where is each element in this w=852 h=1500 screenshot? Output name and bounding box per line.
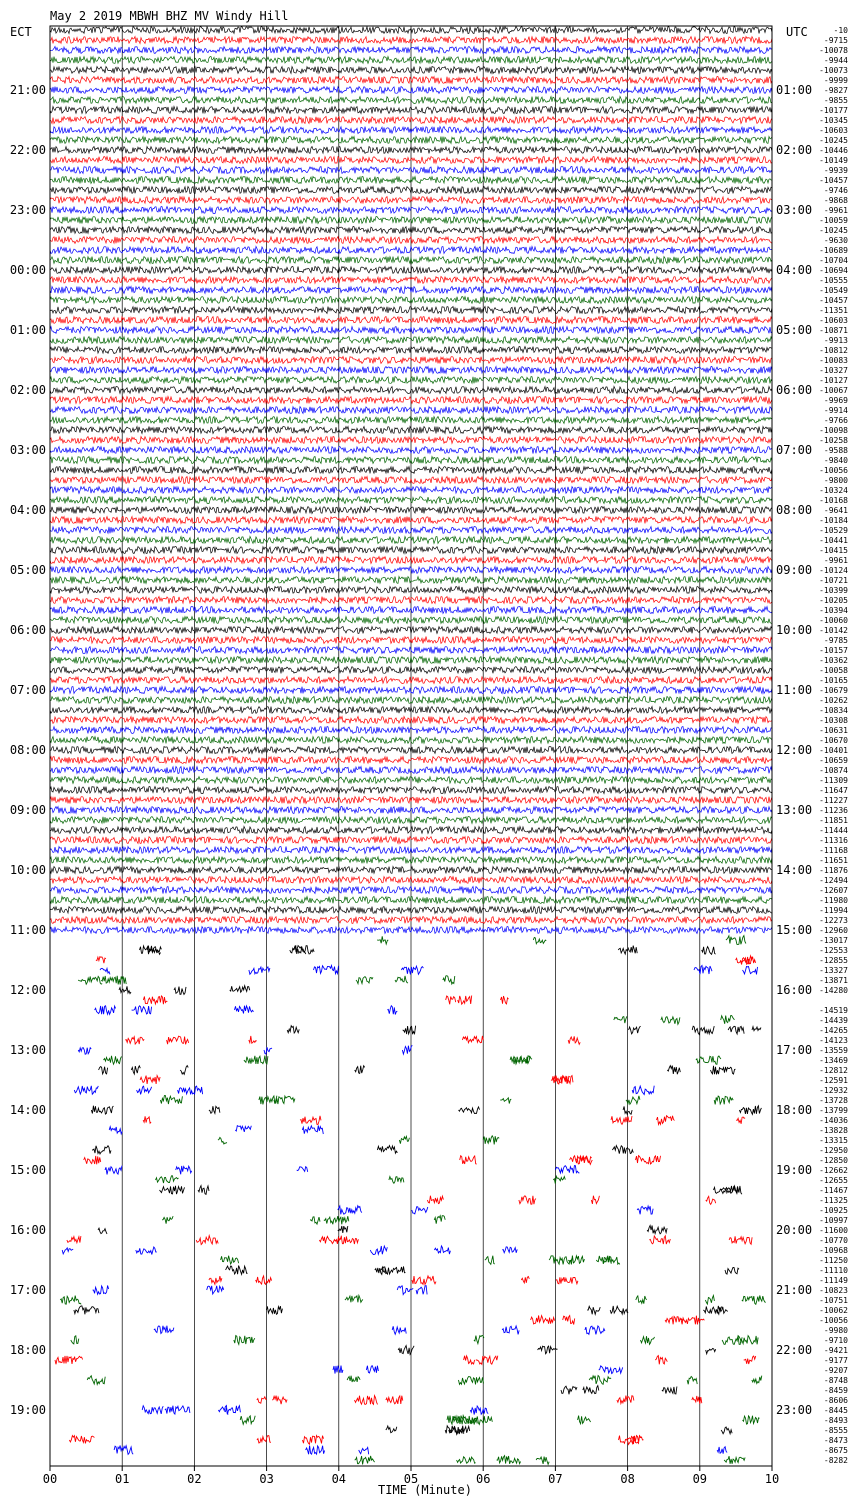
row-offset-label: -9630 bbox=[823, 236, 848, 245]
row-offset-label: -9421 bbox=[823, 1346, 848, 1355]
row-offset-label: -9961 bbox=[823, 206, 848, 215]
row-offset-label: -13327 bbox=[819, 966, 848, 975]
right-hour-label: 14:00 bbox=[776, 863, 813, 877]
left-hour-label: 03:00 bbox=[9, 443, 46, 457]
x-tick-label: 00 bbox=[42, 1472, 58, 1486]
left-hour-label: 17:00 bbox=[9, 1283, 46, 1297]
row-offset-label: -10058 bbox=[819, 666, 848, 675]
row-offset-label: -10168 bbox=[819, 496, 848, 505]
row-offset-label: -11994 bbox=[819, 906, 848, 915]
right-timezone-label: UTC bbox=[786, 25, 808, 39]
row-offset-label: -10245 bbox=[819, 136, 848, 145]
row-offset-label: -10670 bbox=[819, 736, 848, 745]
row-offset-label: -13469 bbox=[819, 1056, 848, 1065]
x-tick-label: 04 bbox=[331, 1472, 347, 1486]
row-offset-label: -12494 bbox=[819, 876, 848, 885]
right-hour-label: 15:00 bbox=[776, 923, 813, 937]
row-offset-label: -10056 bbox=[819, 466, 848, 475]
row-offset-label: -13799 bbox=[819, 1106, 848, 1115]
row-offset-label: -11980 bbox=[819, 896, 848, 905]
row-offset-label: -10067 bbox=[819, 386, 848, 395]
row-offset-label: -10925 bbox=[819, 1206, 848, 1215]
row-offset-label: -10529 bbox=[819, 526, 848, 535]
row-offset-label: -9969 bbox=[823, 396, 848, 405]
row-offset-label: -10262 bbox=[819, 696, 848, 705]
row-offset-label: -12850 bbox=[819, 1156, 848, 1165]
row-offset-label: -10324 bbox=[819, 486, 848, 495]
row-offset-label: -9588 bbox=[823, 446, 848, 455]
row-offset-label: -13315 bbox=[819, 1136, 848, 1145]
row-offset-label: -9800 bbox=[823, 476, 848, 485]
row-offset-label: -10812 bbox=[819, 346, 848, 355]
row-offset-label: -10073 bbox=[819, 66, 848, 75]
x-tick-label: 08 bbox=[620, 1472, 635, 1486]
row-offset-label: -10874 bbox=[819, 766, 848, 775]
row-offset-label: -10968 bbox=[819, 1246, 848, 1255]
left-timezone-label: ECT bbox=[10, 25, 32, 39]
row-offset-label: -14439 bbox=[819, 1016, 848, 1025]
right-hour-label: 06:00 bbox=[776, 383, 813, 397]
row-offset-label: -8282 bbox=[823, 1456, 848, 1465]
row-offset-label: -10441 bbox=[819, 536, 848, 545]
x-tick-label: 05 bbox=[403, 1472, 419, 1486]
row-offset-label: -11227 bbox=[819, 796, 848, 805]
row-offset-label: -13559 bbox=[819, 1046, 848, 1055]
row-offset-label: -12950 bbox=[819, 1146, 848, 1155]
row-offset-label: -10457 bbox=[819, 176, 848, 185]
row-offset-label: -10165 bbox=[819, 676, 848, 685]
row-offset-label: -11647 bbox=[819, 786, 848, 795]
row-offset-label: -10770 bbox=[819, 1236, 848, 1245]
row-offset-label: -12607 bbox=[819, 886, 848, 895]
right-hour-label: 10:00 bbox=[776, 623, 813, 637]
row-offset-label: -11250 bbox=[819, 1256, 848, 1265]
row-offset-label: -9961 bbox=[823, 556, 848, 565]
row-offset-label: -11168 bbox=[819, 846, 848, 855]
row-offset-label: -9177 bbox=[823, 1356, 848, 1365]
row-offset-label: -10457 bbox=[819, 296, 848, 305]
row-offset-label: -10871 bbox=[819, 326, 848, 335]
row-offset-label: -10062 bbox=[819, 1306, 848, 1315]
left-hour-label: 00:00 bbox=[9, 263, 46, 277]
row-offset-label: -12960 bbox=[819, 926, 848, 935]
row-offset-label: -11236 bbox=[819, 806, 848, 815]
row-offset-label: -9710 bbox=[823, 1336, 848, 1345]
right-hour-label: 07:00 bbox=[776, 443, 813, 457]
left-hour-label: 18:00 bbox=[9, 1343, 46, 1357]
left-hour-label: 09:00 bbox=[9, 803, 46, 817]
x-tick-label: 07 bbox=[548, 1472, 563, 1486]
right-hour-label: 20:00 bbox=[776, 1223, 813, 1237]
x-axis-label: TIME (Minute) bbox=[378, 1483, 472, 1497]
row-offset-label: -11351 bbox=[819, 306, 848, 315]
row-offset-label: -11149 bbox=[819, 1276, 848, 1285]
row-offset-label: -9868 bbox=[823, 196, 848, 205]
x-tick-label: 03 bbox=[259, 1472, 274, 1486]
row-offset-label: -10751 bbox=[819, 1296, 848, 1305]
right-hour-label: 13:00 bbox=[776, 803, 813, 817]
row-offset-label: -10631 bbox=[819, 726, 848, 735]
x-tick-label: 09 bbox=[692, 1472, 708, 1486]
row-offset-label: -10098 bbox=[819, 426, 848, 435]
left-hour-label: 10:00 bbox=[9, 863, 46, 877]
row-offset-label: -9785 bbox=[823, 636, 848, 645]
row-offset-label: -14036 bbox=[819, 1116, 848, 1125]
row-offset-label: -9766 bbox=[823, 416, 848, 425]
row-offset-label: -10078 bbox=[819, 46, 848, 55]
row-offset-label: -12655 bbox=[819, 1176, 848, 1185]
row-offset-label: -10083 bbox=[819, 356, 848, 365]
left-hour-label: 12:00 bbox=[9, 983, 46, 997]
row-offset-label: -10415 bbox=[819, 546, 848, 555]
right-hour-label: 19:00 bbox=[776, 1163, 813, 1177]
row-offset-label: -11467 bbox=[819, 1186, 848, 1195]
left-hour-label: 14:00 bbox=[9, 1103, 46, 1117]
row-offset-label: -14280 bbox=[819, 986, 848, 995]
left-hour-label: 02:00 bbox=[9, 383, 46, 397]
row-offset-label: -13017 bbox=[819, 936, 848, 945]
x-tick-label: 01 bbox=[114, 1472, 130, 1486]
row-offset-label: -14265 bbox=[819, 1026, 848, 1035]
x-tick-label: 10 bbox=[764, 1472, 780, 1486]
row-offset-label: -9746 bbox=[823, 186, 848, 195]
row-offset-label: -11316 bbox=[819, 836, 848, 845]
row-offset-label: -10679 bbox=[819, 686, 848, 695]
left-hour-label: 22:00 bbox=[9, 143, 46, 157]
left-hour-label: 11:00 bbox=[9, 923, 46, 937]
left-hour-label: 13:00 bbox=[9, 1043, 46, 1057]
row-offset-labels bbox=[819, 26, 848, 1465]
row-offset-label: -10603 bbox=[819, 316, 848, 325]
row-offset-label: -9913 bbox=[823, 336, 848, 345]
row-offset-label: -13828 bbox=[819, 1126, 848, 1135]
left-hour-label: 19:00 bbox=[9, 1403, 46, 1417]
row-offset-label: -13871 bbox=[819, 976, 848, 985]
row-offset-label: -10345 bbox=[819, 116, 848, 125]
row-offset-label: -10694 bbox=[819, 266, 848, 275]
right-hour-label: 16:00 bbox=[776, 983, 813, 997]
row-offset-label: -13728 bbox=[819, 1096, 848, 1105]
row-offset-label: -12553 bbox=[819, 946, 848, 955]
row-offset-label: -10704 bbox=[819, 256, 848, 265]
row-offset-label: -10184 bbox=[819, 516, 848, 525]
left-hour-label: 21:00 bbox=[9, 83, 46, 97]
right-hour-label: 03:00 bbox=[776, 203, 813, 217]
right-hour-label: 04:00 bbox=[776, 263, 813, 277]
right-hour-label: 22:00 bbox=[776, 1343, 813, 1357]
row-offset-label: -10157 bbox=[819, 646, 848, 655]
row-offset-label: -10399 bbox=[819, 586, 848, 595]
row-offset-label: -9641 bbox=[823, 506, 848, 515]
row-offset-label: -11444 bbox=[819, 826, 848, 835]
row-offset-label: -9939 bbox=[823, 166, 848, 175]
left-hour-label: 23:00 bbox=[9, 203, 46, 217]
row-offset-label: -10 bbox=[833, 26, 848, 35]
row-offset-label: -8459 bbox=[823, 1386, 848, 1395]
row-offset-label: -8555 bbox=[823, 1426, 848, 1435]
row-offset-label: -10446 bbox=[819, 146, 848, 155]
row-offset-label: -14519 bbox=[819, 1006, 848, 1015]
left-hour-label: 08:00 bbox=[9, 743, 46, 757]
row-offset-label: -11309 bbox=[819, 776, 848, 785]
row-offset-label: -10177 bbox=[819, 106, 848, 115]
row-offset-label: -11600 bbox=[819, 1226, 848, 1235]
row-offset-label: -10056 bbox=[819, 1316, 848, 1325]
row-offset-label: -10721 bbox=[819, 576, 848, 585]
left-hour-label: 07:00 bbox=[9, 683, 46, 697]
x-tick-label: 02 bbox=[187, 1472, 202, 1486]
left-hour-label: 04:00 bbox=[9, 503, 46, 517]
row-offset-label: -8606 bbox=[823, 1396, 848, 1405]
row-offset-label: -12932 bbox=[819, 1086, 848, 1095]
left-hour-label: 01:00 bbox=[9, 323, 46, 337]
row-offset-label: -8473 bbox=[823, 1436, 848, 1445]
row-offset-label: -11851 bbox=[819, 816, 848, 825]
right-hour-label: 01:00 bbox=[776, 83, 813, 97]
row-offset-label: -11651 bbox=[819, 856, 848, 865]
row-offset-label: -14123 bbox=[819, 1036, 848, 1045]
row-offset-label: -10124 bbox=[819, 566, 848, 575]
row-offset-label: -10394 bbox=[819, 606, 848, 615]
row-offset-label: -12273 bbox=[819, 916, 848, 925]
left-hour-label: 05:00 bbox=[9, 563, 46, 577]
row-offset-label: -9207 bbox=[823, 1366, 848, 1375]
right-hour-label: 21:00 bbox=[776, 1283, 813, 1297]
row-offset-label: -10362 bbox=[819, 656, 848, 665]
row-offset-label: -10997 bbox=[819, 1216, 848, 1225]
right-hour-label: 02:00 bbox=[776, 143, 813, 157]
right-hour-label: 18:00 bbox=[776, 1103, 813, 1117]
row-offset-label: -11876 bbox=[819, 866, 848, 875]
row-offset-label: -10549 bbox=[819, 286, 848, 295]
row-offset-label: -12662 bbox=[819, 1166, 848, 1175]
row-offset-label: -9827 bbox=[823, 86, 848, 95]
right-hour-label: 23:00 bbox=[776, 1403, 813, 1417]
row-offset-label: -9715 bbox=[823, 36, 848, 45]
right-hour-label: 11:00 bbox=[776, 683, 813, 697]
row-offset-label: -10060 bbox=[819, 616, 848, 625]
row-offset-label: -8675 bbox=[823, 1446, 848, 1455]
row-offset-label: -11325 bbox=[819, 1196, 848, 1205]
right-hour-label: 08:00 bbox=[776, 503, 813, 517]
row-offset-label: -9944 bbox=[823, 56, 848, 65]
right-hour-label: 05:00 bbox=[776, 323, 813, 337]
row-offset-label: -10327 bbox=[819, 366, 848, 375]
row-offset-label: -10603 bbox=[819, 126, 848, 135]
row-offset-label: -11110 bbox=[819, 1266, 848, 1275]
row-offset-label: -10823 bbox=[819, 1286, 848, 1295]
row-offset-label: -12855 bbox=[819, 956, 848, 965]
row-offset-label: -12591 bbox=[819, 1076, 848, 1085]
row-offset-label: -10205 bbox=[819, 596, 848, 605]
row-offset-label: -10258 bbox=[819, 436, 848, 445]
row-offset-label: -8748 bbox=[823, 1376, 848, 1385]
left-hour-label: 06:00 bbox=[9, 623, 46, 637]
row-offset-label: -9914 bbox=[823, 406, 848, 415]
x-tick-label: 06 bbox=[475, 1472, 491, 1486]
row-offset-label: -9980 bbox=[823, 1326, 848, 1335]
row-offset-label: -12812 bbox=[819, 1066, 848, 1075]
row-offset-label: -10142 bbox=[819, 626, 848, 635]
row-offset-label: -10834 bbox=[819, 706, 848, 715]
left-hour-label: 16:00 bbox=[9, 1223, 46, 1237]
row-offset-label: -10127 bbox=[819, 376, 848, 385]
row-offset-label: -9840 bbox=[823, 456, 848, 465]
row-offset-label: -10308 bbox=[819, 716, 848, 725]
row-offset-label: -10659 bbox=[819, 756, 848, 765]
right-hour-label: 12:00 bbox=[776, 743, 813, 757]
chart-title: May 2 2019 MBWH BHZ MV Windy Hill bbox=[50, 9, 289, 23]
row-offset-label: -8445 bbox=[823, 1406, 848, 1415]
row-offset-label: -8493 bbox=[823, 1416, 848, 1425]
right-hour-label: 17:00 bbox=[776, 1043, 813, 1057]
row-offset-label: -9855 bbox=[823, 96, 848, 105]
row-offset-label: -10059 bbox=[819, 216, 848, 225]
row-offset-label: -10689 bbox=[819, 246, 848, 255]
row-offset-label: -10149 bbox=[819, 156, 848, 165]
row-offset-label: -9999 bbox=[823, 76, 848, 85]
right-hour-label: 09:00 bbox=[776, 563, 813, 577]
row-offset-label: -10555 bbox=[819, 276, 848, 285]
row-offset-label: -10245 bbox=[819, 226, 848, 235]
row-offset-label: -10401 bbox=[819, 746, 848, 755]
left-hour-label: 15:00 bbox=[9, 1163, 46, 1177]
